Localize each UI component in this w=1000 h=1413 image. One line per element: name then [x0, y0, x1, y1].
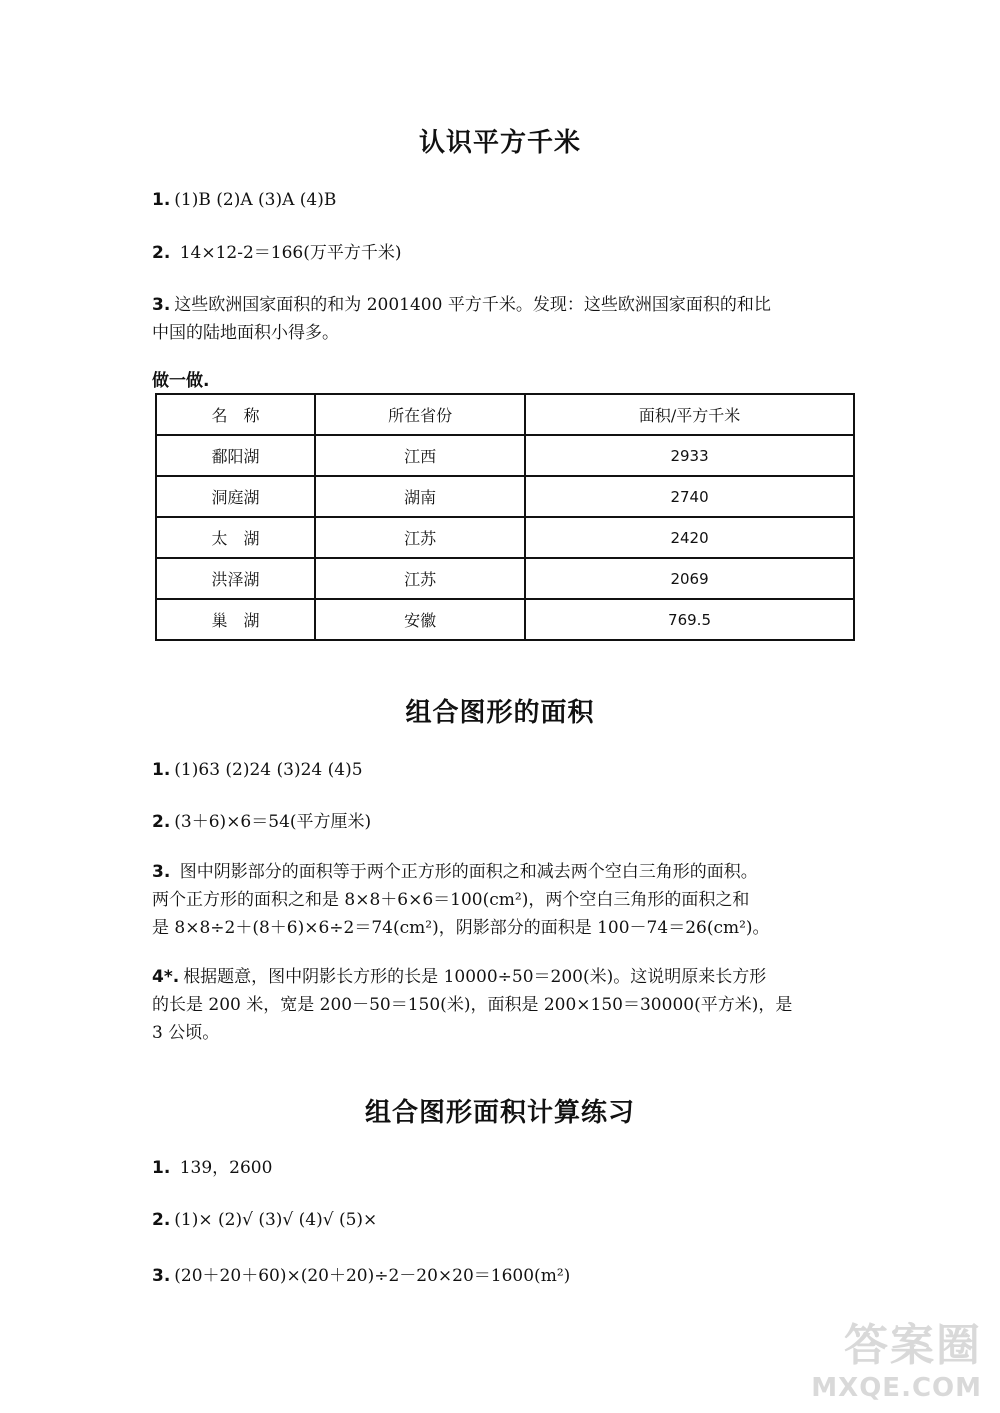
- question-number: 4*.: [152, 967, 180, 987]
- watermark-logo: [811, 1309, 982, 1403]
- question-number: 3.: [152, 862, 171, 882]
- question-number: 1.: [152, 190, 171, 210]
- table-header-row: [156, 394, 854, 435]
- answer-2-4-cont: [152, 1018, 872, 1048]
- answer-text: 139，2600: [174, 1158, 273, 1178]
- answer-2-3: [152, 857, 872, 887]
- answer-text: 中国的陆地面积小得多。: [152, 323, 339, 343]
- header-name: 名 称: [156, 394, 315, 435]
- section-title-2: 组合图形的面积: [405, 698, 595, 728]
- header-province: 所在省份: [315, 394, 525, 435]
- lake-area: 769.5: [525, 599, 854, 640]
- lake-province: 安徽: [315, 599, 525, 640]
- answer-1-3-cont: [152, 318, 872, 348]
- answer-2-3-cont: [152, 885, 872, 915]
- lake-province: 江苏: [315, 558, 525, 599]
- lake-province: 江西: [315, 435, 525, 476]
- answer-2-2: [152, 807, 872, 837]
- answer-text: 这些欧洲国家面积的和为 2001400 平方千米。发现：这些欧洲国家面积的和比: [174, 295, 771, 315]
- answer-text: (1)63 (2)24 (3)24 (4)5: [174, 760, 363, 780]
- answer-text: 14×12-2＝166(万平方千米): [174, 243, 402, 263]
- answer-1-3: [152, 290, 872, 320]
- question-number: 1.: [152, 760, 171, 780]
- answer-2-4: [152, 962, 872, 992]
- table-row: [156, 476, 854, 517]
- question-number: 3.: [152, 1266, 171, 1286]
- answer-text: (1)× (2)√ (3)√ (4)√ (5)×: [174, 1210, 378, 1230]
- question-number: 2.: [152, 1210, 171, 1230]
- answer-text: 根据题意，图中阴影长方形的长是 10000÷50＝200(米)。这说明原来长方形: [183, 967, 767, 987]
- lake-area: 2069: [525, 558, 854, 599]
- lake-area: 2420: [525, 517, 854, 558]
- question-number: 1.: [152, 1158, 171, 1178]
- lake-name: 巢 湖: [156, 599, 315, 640]
- lake-name: 鄱阳湖: [156, 435, 315, 476]
- answer-text: (1)B (2)A (3)A (4)B: [174, 190, 337, 210]
- answer-text: 两个正方形的面积之和是 8×8＋6×6＝100(cm²)，两个空白三角形的面积之和: [152, 890, 750, 910]
- table-row: [156, 517, 854, 558]
- watermark-title: 答案圈: [844, 1320, 982, 1371]
- table-row: [156, 558, 854, 599]
- section-title-3: 组合图形面积计算练习: [364, 1098, 635, 1128]
- answer-text: 是 8×8÷2＋(8＋6)×6÷2＝74(cm²)，阴影部分的面积是 100－74＝26(cm²)。: [152, 918, 770, 938]
- header-area: 面积/平方千米: [525, 394, 854, 435]
- table-row: [156, 599, 854, 640]
- lake-province: 江苏: [315, 517, 525, 558]
- answer-2-1: [152, 755, 872, 785]
- lake-province: 湖南: [315, 476, 525, 517]
- answer-text: 图中阴影部分的面积等于两个正方形的面积之和减去两个空白三角形的面积。: [174, 862, 758, 882]
- question-number: 2.: [152, 243, 171, 263]
- lake-name: 太 湖: [156, 517, 315, 558]
- answer-text: (3＋6)×6＝54(平方厘米): [174, 812, 372, 832]
- section-title-1: 认识平方千米: [418, 128, 581, 158]
- lake-table: [155, 393, 855, 641]
- answer-3-2: [152, 1205, 872, 1235]
- lake-name: 洪泽湖: [156, 558, 315, 599]
- answer-text: 3 公顷。: [152, 1023, 220, 1043]
- question-number: 2.: [152, 812, 171, 832]
- watermark-url: MXQE.COM: [811, 1373, 982, 1403]
- answer-text: (20＋20＋60)×(20＋20)÷2－20×20＝1600(m²): [174, 1266, 571, 1286]
- answer-1-1: [152, 185, 872, 215]
- answer-3-1: [152, 1153, 872, 1183]
- question-number: 3.: [152, 295, 171, 315]
- table-row: [156, 435, 854, 476]
- answer-2-3-cont: [152, 913, 872, 943]
- answer-3-3: [152, 1261, 872, 1291]
- lake-name: 洞庭湖: [156, 476, 315, 517]
- answer-2-4-cont: [152, 990, 872, 1020]
- answer-1-2: [152, 238, 872, 268]
- lake-area: 2933: [525, 435, 854, 476]
- answer-text: 的长是 200 米，宽是 200－50＝150(米)，面积是 200×150＝30000(平方米)，是: [152, 995, 793, 1015]
- lake-area: 2740: [525, 476, 854, 517]
- activity-label: 做一做.: [152, 371, 210, 391]
